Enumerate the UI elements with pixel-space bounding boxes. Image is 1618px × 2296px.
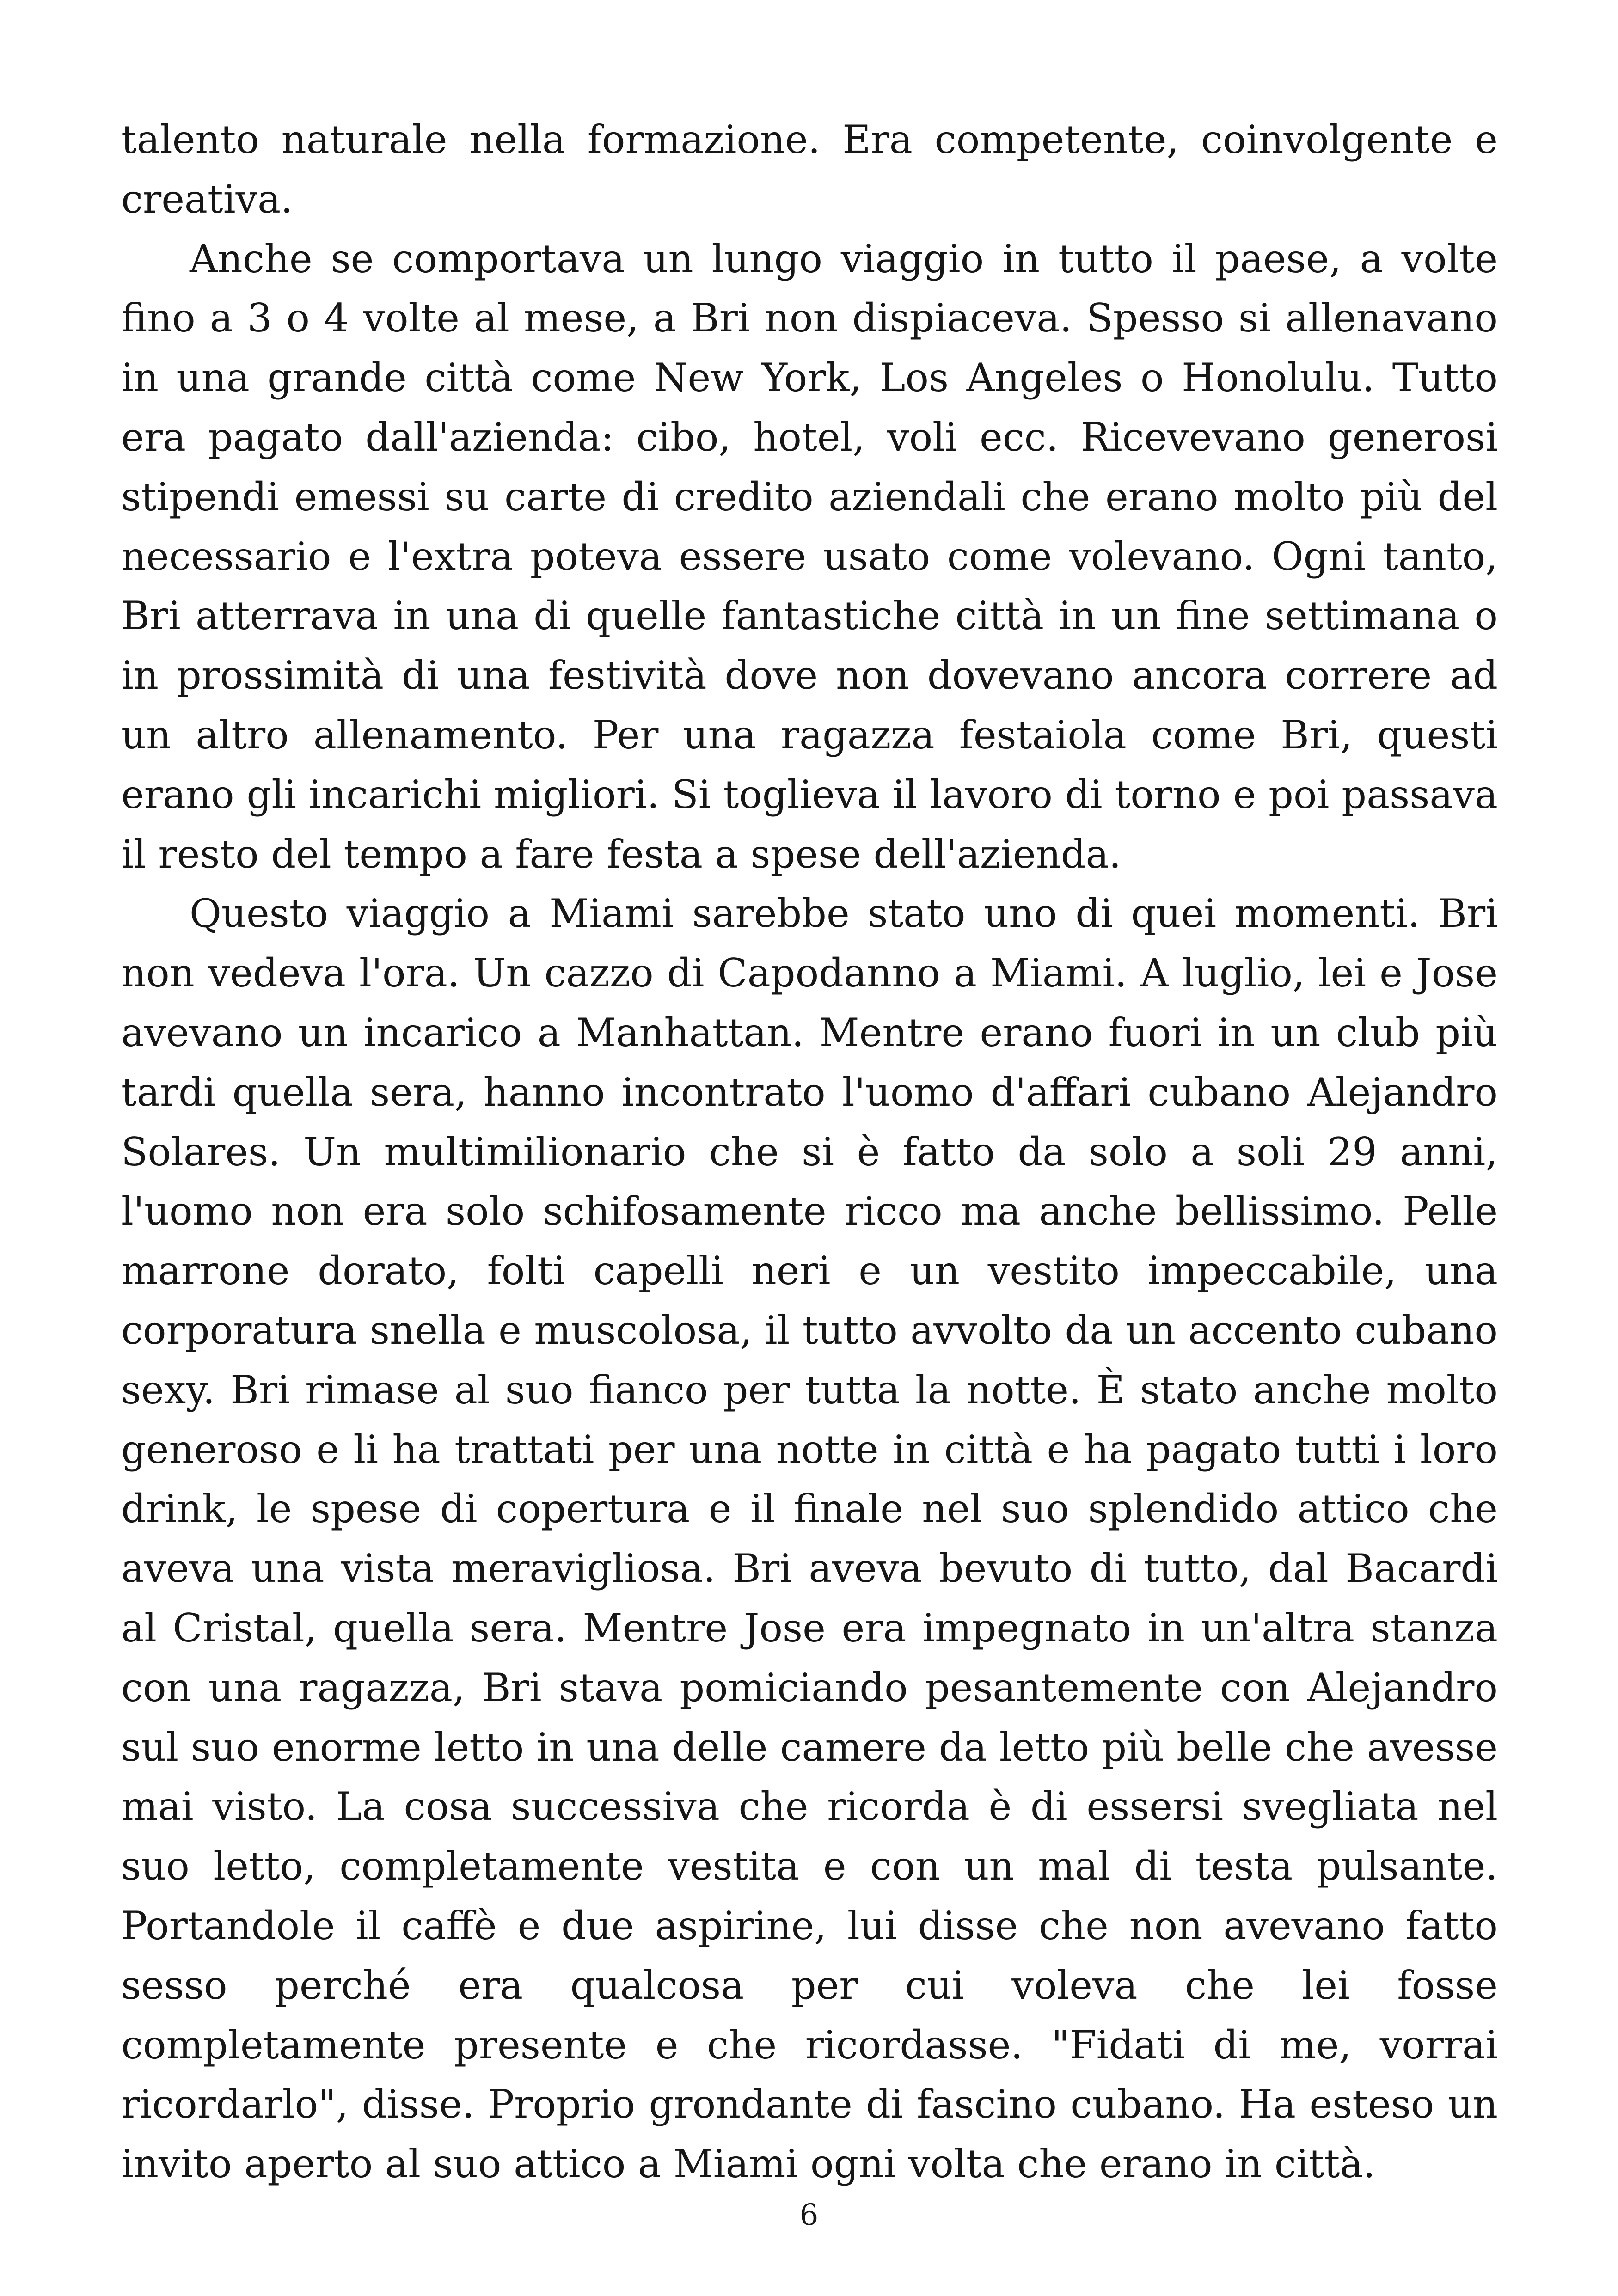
paragraph-continuation: talento naturale nella formazione. Era competente, coinvolgente e creativa. (121, 117, 1498, 222)
paragraph-travel: Anche se comportava un lungo viaggio in tutto il paese, a volte fino a 3 o 4 volte al mese, a Bri non dispiaceva. Spesso si allenavano in una grande città come New York, Los Angeles o Honolulu. Tutto era pagato dall'azienda: cibo, hotel, voli ecc. Ricevevano generosi stipendi emessi su carte di credito aziendali che erano molto più del necessario e l'extra poteva essere usato come volevano. Ogni tanto, Bri atterrava in una di quelle fantastiche città in un fine settimana o in prossimità di una festività dove non dovevano ancora correre ad un altro allenamento. Per una ragazza festaiola come Bri, questi erano gli incarichi migliori. Si toglieva il lavoro di torno e poi passava il resto del tempo a fare festa a spese dell'azienda. (121, 236, 1498, 877)
paragraph-miami: Questo viaggio a Miami sarebbe stato uno di quei momenti. Bri non vedeva l'ora. Un cazzo di Capodanno a Miami. A luglio, lei e Jose avevano un incarico a Manhattan. Mentre erano fuori in un club più tardi quella sera, hanno incontrato l'uomo d'affari cubano Alejandro Solares. Un multimilionario che si è fatto da solo a soli 29 anni, l'uomo non era solo schifosamente ricco ma anche bellissimo. Pelle marrone dorato, folti capelli neri e un vestito impeccabile, una corporatura snella e muscolosa, il tutto avvolto da un accento cubano sexy. Bri rimase al suo fianco per tutta la notte. È stato anche molto generoso e li ha trattati per una notte in città e ha pagato tutti i loro drink, le spese di copertura e il finale nel suo splendido attico che aveva una vista meravigliosa. Bri aveva bevuto di tutto, dal Bacardi al Cristal, quella sera. Mentre Jose era impegnato in un'altra stanza con una ragazza, Bri stava pomiciando pesantemente con Alejandro sul suo enorme letto in una delle camere da letto più belle che avesse mai visto. La cosa successiva che ricorda è di essersi svegliata nel suo letto, completamente vestita e con un mal di testa pulsante. Portandole il caffè e due aspirine, lui disse che non avevano fatto sesso perché era qualcosa per cui voleva che lei fosse completamente presente e che ricordasse. "Fidati di me, vorrai ricordarlo", disse. Proprio grondante di fascino cubano. Ha esteso un invito aperto al suo attico a Miami ogni volta che erano in città. (121, 891, 1498, 2187)
page-number: 6 (799, 2198, 819, 2232)
body-text (121, 110, 1498, 2194)
